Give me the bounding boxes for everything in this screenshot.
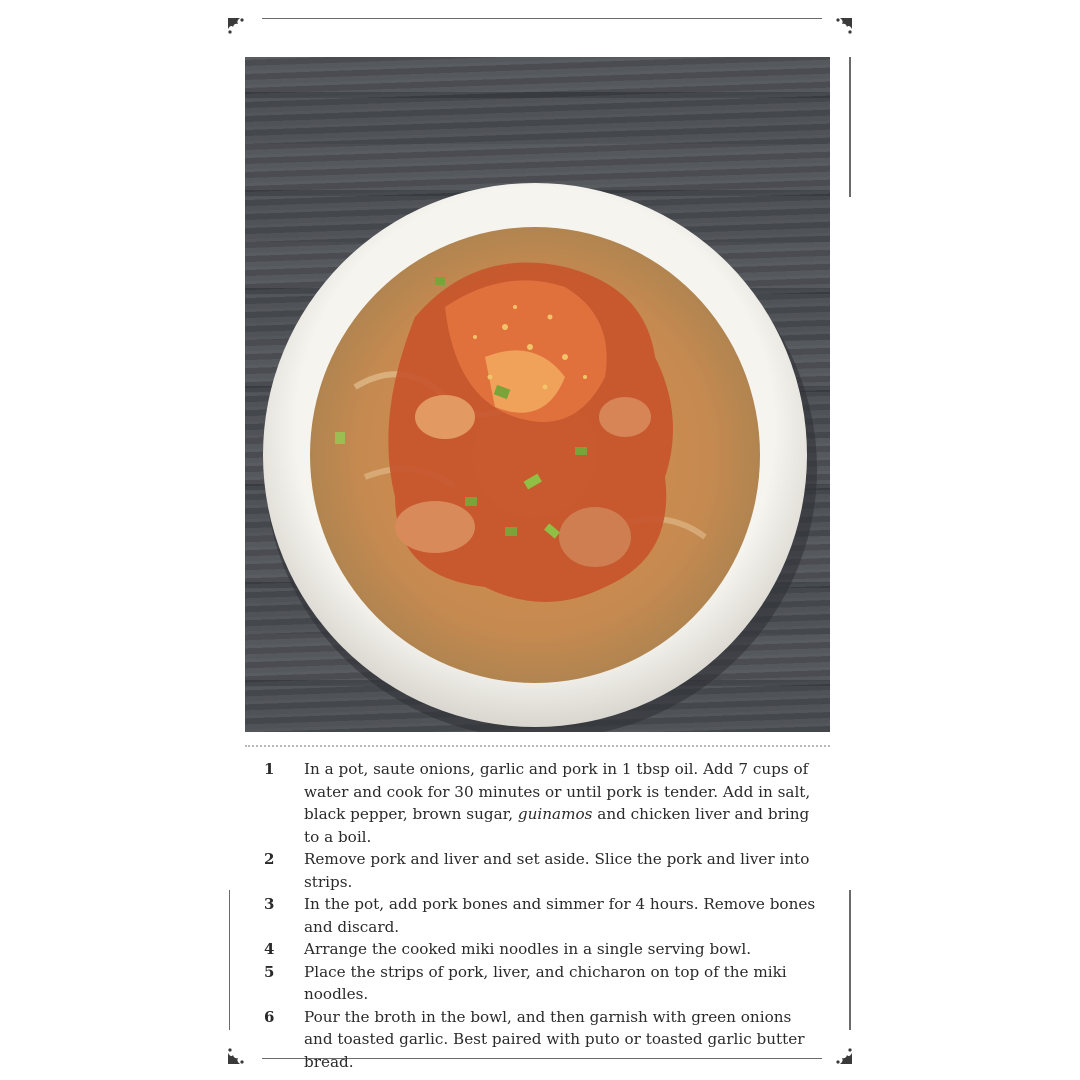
bowl-of-noodle-soup-icon [245,57,830,732]
instruction-step [262,758,822,848]
frame-right-line [849,57,851,197]
dish-photo [245,57,830,732]
instruction-step [262,1006,822,1074]
corner-ornament-icon [828,1040,854,1066]
step-number: 6 [264,1007,275,1026]
frame-top-line [262,18,822,19]
step-number: 4 [264,940,275,958]
ingredient-emphasis: guinamos [517,805,593,823]
corner-ornament-icon [226,16,252,42]
section-divider [245,745,830,747]
instruction-step [262,848,822,893]
step-number: 1 [264,760,275,778]
step-number: 3 [264,895,275,913]
step-text: Pour the broth in the bowl, and then garnish with green onions and toasted garlic. Best paired with puto or toasted garlic butter bread. [304,1007,805,1071]
instruction-step [262,893,822,938]
step-text: Arrange the cooked miki noodles in a single serving bowl. [304,940,752,958]
step-text: In the pot, add pork bones and simmer for 4 hours. Remove bones and discard. [304,895,816,936]
instruction-step [262,938,822,961]
step-number: 2 [264,850,275,868]
step-text: Place the strips of pork, liver, and chicharon on top of the miki noodles. [304,962,787,1003]
corner-ornament-icon [226,1040,252,1066]
step-text: Remove pork and liver and set aside. Slice the pork and liver into strips. [304,850,810,891]
corner-ornament-icon [828,16,854,42]
frame-left-line [229,890,230,1030]
instructions-list [262,758,822,1073]
step-number: 5 [264,962,275,981]
step-text: In a pot, saute onions, garlic and pork in 1 tbsp oil. Add 7 cups of water and cook for 30 minutes or until pork is tender. Add in salt, black pepper, brown sugar, guinamos and chicken liver and bring to a boil. [304,760,811,846]
instruction-step [262,961,822,1006]
frame-right-line-lower [849,890,851,1030]
